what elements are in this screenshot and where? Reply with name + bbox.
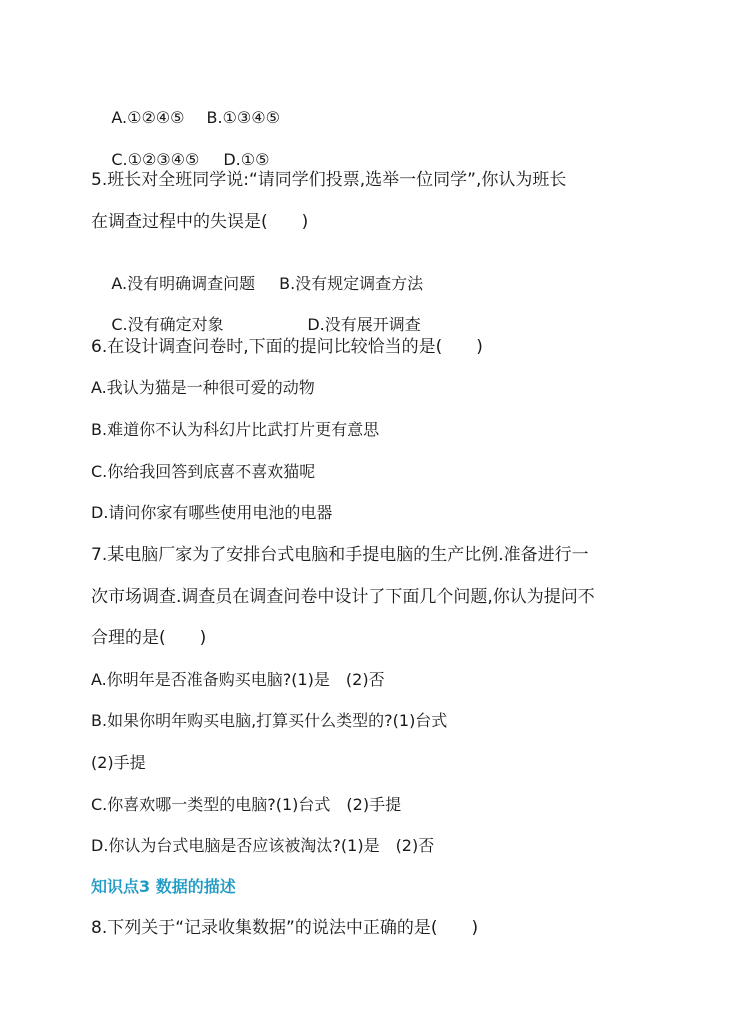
q4-option-b: B.①③④⑤: [206, 108, 280, 127]
q7-option-c: C.你喜欢哪一类型的电脑?(1)台式 (2)手提: [91, 795, 402, 814]
q4-option-c: C.①②③④⑤: [111, 150, 200, 169]
q6-option-a: A.我认为猫是一种很可爱的动物: [91, 378, 315, 397]
q5-option-c: C.没有确定对象: [111, 315, 224, 334]
q5-option-d: D.没有展开调查: [307, 315, 421, 334]
q5-option-a: A.没有明确调查问题: [111, 274, 256, 293]
q7-option-a: A.你明年是否准备购买电脑?(1)是 (2)否: [91, 670, 385, 689]
q5-option-b: B.没有规定调查方法: [279, 274, 424, 293]
section-heading: 知识点3 数据的描述: [91, 877, 236, 896]
q6-option-c: C.你给我回答到底喜不喜欢猫呢: [91, 462, 316, 481]
q4-option-a: A.①②④⑤: [111, 108, 185, 127]
q6-option-b: B.难道你不认为科幻片比武打片更有意思: [91, 420, 380, 439]
q7-stem-line-3: 合理的是( ): [91, 628, 207, 648]
q7-stem-line-2: 次市场调查.调查员在调查问卷中设计了下面几个问题,你认为提问不: [91, 587, 595, 607]
q7-option-d: D.你认为台式电脑是否应该被淘汰?(1)是 (2)否: [91, 836, 435, 855]
q6-stem: 6.在设计调查问卷时,下面的提问比较恰当的是( ): [91, 337, 483, 357]
q7-stem-line-1: 7.某电脑厂家为了安排台式电脑和手提电脑的生产比例.准备进行一: [91, 545, 589, 565]
q6-option-d: D.请问你家有哪些使用电池的电器: [91, 503, 333, 522]
q8-stem: 8.下列关于“记录收集数据”的说法中正确的是( ): [91, 918, 479, 938]
q4-option-d: D.①⑤: [223, 150, 270, 169]
q5-stem-line-2: 在调查过程中的失误是( ): [91, 212, 309, 232]
q7-option-b-line-1: B.如果你明年购买电脑,打算买什么类型的?(1)台式: [91, 711, 448, 730]
q7-option-b-line-2: (2)手提: [91, 753, 146, 772]
q5-stem-line-1: 5.班长对全班同学说:“请同学们投票,选举一位同学”,你认为班长: [91, 170, 567, 190]
